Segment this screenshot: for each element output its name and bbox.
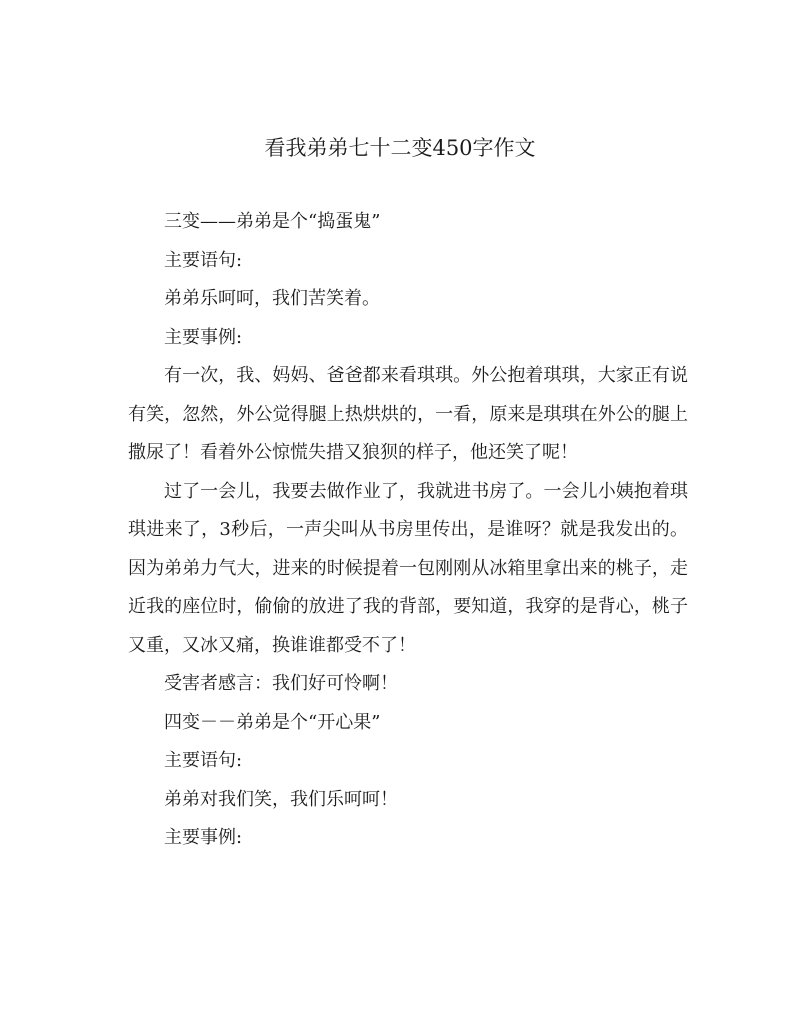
label-main-example: 主要事例:	[164, 827, 243, 848]
document-body	[128, 203, 688, 858]
example-paragraph-2: 过了一会儿，我要去做作业了，我就进书房了。一会儿小姨抱着琪琪进来了，3秒后，一声尖叫从书房里传出，是谁呀？就是我发出的。因为弟弟力气大，进来的时候提着一包刚刚从冰箱里拿出来的桃子，走近我的座位时，偷偷的放进了我的背部，要知道，我穿的是背心，桃子又重，又冰又痛，换谁谁都受不了！	[128, 480, 688, 656]
victim-comment: 受害者感言：我们好可怜啊！	[164, 673, 398, 694]
main-sentence: 弟弟乐呵呵，我们苦笑着。	[164, 288, 380, 309]
example-paragraph-1: 有一次，我、妈妈、爸爸都来看琪琪。外公抱着琪琪，大家正有说有笑，忽然，外公觉得腿上热烘烘的，一看，原来是琪琪在外公的腿上撒尿了！看着外公惊慌失措又狼狈的样子，他还笑了呢！	[128, 365, 688, 463]
document-title: 看我弟弟七十二变450字作文	[264, 136, 536, 160]
section-heading-3: 三变——弟弟是个“捣蛋鬼”	[164, 211, 381, 232]
label-main-sentence: 主要语句:	[164, 750, 243, 771]
label-main-sentence: 主要语句:	[164, 249, 243, 271]
main-sentence: 弟弟对我们笑，我们乐呵呵！	[164, 788, 398, 810]
label-main-example: 主要事例:	[164, 326, 243, 348]
section-heading-4: 四变－－弟弟是个“开心果”	[164, 711, 381, 733]
